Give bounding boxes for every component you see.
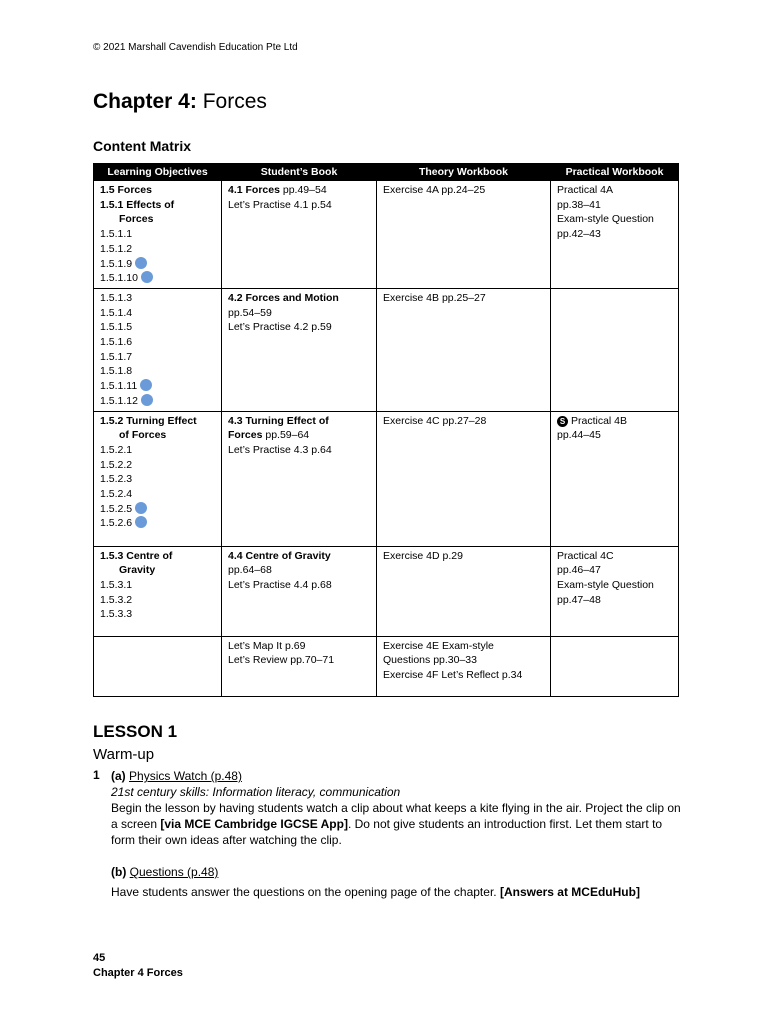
- practical-entry: pp.47–48: [557, 593, 601, 606]
- practical-entry: S Practical 4B: [557, 414, 672, 429]
- book-entry: pp.64–68: [228, 564, 272, 577]
- theory-entry: Exercise 4B pp.25–27: [383, 291, 486, 304]
- practical-workbook-cell: [551, 546, 679, 636]
- theory-workbook-cell: [377, 411, 551, 546]
- students-book-cell: [222, 546, 377, 636]
- objectives-cell: [94, 636, 222, 696]
- objective-code: 1.5.1.2: [100, 242, 133, 255]
- item-number: 1: [93, 768, 100, 782]
- book-entry: 4.4 Centre of Gravity: [228, 549, 331, 562]
- objectives-cell: [94, 411, 222, 546]
- chapter-name: Forces: [202, 90, 267, 113]
- table-row: [94, 288, 679, 411]
- book-entry: Let’s Practise 4.1 p.54: [228, 198, 332, 211]
- warmup-heading: Warm-up: [93, 746, 155, 763]
- lesson-title: LESSON 1: [93, 722, 178, 741]
- theory-entry: Exercise 4A pp.24–25: [383, 184, 486, 196]
- objective-code: 1.5.1.1: [100, 228, 133, 241]
- theory-entry: Questions pp.30–33: [383, 654, 477, 667]
- copyright-notice: © 2021 Marshall Cavendish Education Pte Ltd: [93, 42, 298, 53]
- objective-code: 1.5.1.7: [100, 350, 133, 363]
- blue-dot-icon: [135, 502, 147, 514]
- students-book-cell: [222, 636, 377, 696]
- objective-heading: 1.5 Forces: [100, 184, 152, 196]
- table-row: [94, 546, 679, 636]
- blue-dot-icon: [141, 394, 153, 406]
- chapter-title: [93, 90, 267, 114]
- theory-workbook-cell: [377, 546, 551, 636]
- objectives-cell: [94, 181, 222, 289]
- objective-heading: Forces: [119, 213, 154, 226]
- table-row: [94, 636, 679, 696]
- book-entry: 4.3 Turning Effect of: [228, 414, 329, 427]
- blue-dot-icon: [135, 257, 147, 269]
- header-learning-objectives: Learning Objectives: [94, 164, 222, 181]
- practical-workbook-cell: [551, 636, 679, 696]
- objective-heading: Gravity: [119, 564, 156, 577]
- practical-entry: Practical 4A: [557, 184, 614, 196]
- objective-code: 1.5.2.4: [100, 488, 133, 501]
- practical-entry: Exam-style Question: [557, 213, 654, 226]
- objective-code: 1.5.2.3: [100, 473, 133, 486]
- questions-link[interactable]: Questions (p.48): [129, 865, 219, 879]
- objective-code: 1.5.1.4: [100, 306, 133, 319]
- objective-code: 1.5.2.6: [100, 516, 215, 531]
- objective-code: 1.5.2.2: [100, 458, 133, 471]
- theory-workbook-cell: [377, 181, 551, 289]
- theory-workbook-cell: [377, 636, 551, 696]
- theory-entry: Exercise 4D p.29: [383, 549, 463, 562]
- content-matrix-title: Content Matrix: [93, 138, 191, 154]
- book-entry: Let’s Practise 4.3 p.64: [228, 443, 332, 456]
- theory-workbook-cell: [377, 288, 551, 411]
- page-number: 45: [93, 952, 106, 964]
- blue-dot-icon: [140, 379, 152, 391]
- practical-entry: pp.38–41: [557, 198, 601, 211]
- book-entry: Let’s Map It p.69: [228, 639, 306, 652]
- practical-entry: pp.46–47: [557, 564, 601, 577]
- theory-entry: Exercise 4C pp.27–28: [383, 414, 487, 427]
- book-entry: Let’s Practise 4.2 p.59: [228, 321, 332, 334]
- students-book-cell: [222, 181, 377, 289]
- blue-dot-icon: [141, 271, 153, 283]
- theory-entry: Exercise 4F Let’s Reflect p.34: [383, 668, 523, 681]
- objective-heading: 1.5.3 Centre of: [100, 549, 173, 562]
- objective-code: 1.5.3.3: [100, 608, 133, 621]
- practical-workbook-cell: [551, 181, 679, 289]
- objective-code: 1.5.1.8: [100, 365, 133, 378]
- objective-code: 1.5.2.1: [100, 443, 133, 456]
- s-badge-icon: S: [557, 416, 568, 427]
- practical-entry: Practical 4C: [557, 549, 614, 562]
- item-a-skills: 21st century skills: Information literacy, communication: [111, 785, 401, 799]
- students-book-cell: [222, 411, 377, 546]
- students-book-cell: [222, 288, 377, 411]
- objective-heading: 1.5.2 Turning Effect: [100, 414, 197, 427]
- physics-watch-link[interactable]: Physics Watch (p.48): [129, 769, 242, 783]
- objective-code: 1.5.1.3: [100, 291, 133, 304]
- item-b-text: Have students answer the questions on the opening page of the chapter. [Answers at MCEduHub]: [111, 885, 640, 899]
- practical-entry: pp.42–43: [557, 228, 601, 241]
- item-a-text: Begin the lesson by having students watch a clip about what keeps a kite flying in the air. Project the clip on a screen [via MCE Cambridge IGCSE App]. Do not give students an introduction first. Let them start to form their own ideas after watching the clip.: [111, 801, 681, 847]
- practical-workbook-cell: [551, 288, 679, 411]
- practical-entry: Exam-style Question: [557, 578, 654, 591]
- objective-code: 1.5.1.5: [100, 321, 133, 334]
- practical-entry: pp.44–45: [557, 429, 601, 442]
- objective-code: 1.5.1.6: [100, 336, 133, 349]
- objective-code: 1.5.1.12: [100, 394, 215, 409]
- chapter-label: Chapter 4:: [93, 90, 197, 113]
- book-entry: Let’s Practise 4.4 p.68: [228, 578, 332, 591]
- practical-workbook-cell: [551, 411, 679, 546]
- item-a-heading: (a) Physics Watch (p.48): [111, 769, 242, 783]
- book-entry: 4.1 Forces pp.49–54: [228, 184, 327, 196]
- objective-code: 1.5.2.5: [100, 502, 215, 517]
- content-matrix-table: [93, 163, 679, 697]
- book-entry: Let’s Review pp.70–71: [228, 654, 335, 667]
- objective-code: 1.5.1.10: [100, 271, 215, 286]
- header-practical-workbook: Practical Workbook: [551, 164, 679, 181]
- objective-code: 1.5.1.9: [100, 257, 215, 272]
- footer-chapter: Chapter 4 Forces: [93, 967, 183, 979]
- table-row: [94, 411, 679, 546]
- objective-heading: 1.5.1 Effects of: [100, 198, 175, 211]
- table-row: [94, 181, 679, 289]
- objective-heading: of Forces: [119, 429, 167, 442]
- header-students-book: Student’s Book: [222, 164, 377, 181]
- objectives-cell: [94, 288, 222, 411]
- table-header-row: [94, 164, 679, 181]
- header-theory-workbook: Theory Workbook: [377, 164, 551, 181]
- item-b-heading: (b) Questions (p.48): [111, 865, 219, 879]
- objective-code: 1.5.1.11: [100, 379, 215, 394]
- theory-entry: Exercise 4E Exam-style: [383, 639, 494, 652]
- objectives-cell: [94, 546, 222, 636]
- blue-dot-icon: [135, 516, 147, 528]
- book-entry: Forces pp.59–64: [228, 429, 310, 442]
- book-entry: pp.54–59: [228, 306, 272, 319]
- lesson-content: [111, 768, 681, 900]
- objective-code: 1.5.3.2: [100, 593, 133, 606]
- objective-code: 1.5.3.1: [100, 578, 133, 591]
- book-entry: 4.2 Forces and Motion: [228, 291, 339, 304]
